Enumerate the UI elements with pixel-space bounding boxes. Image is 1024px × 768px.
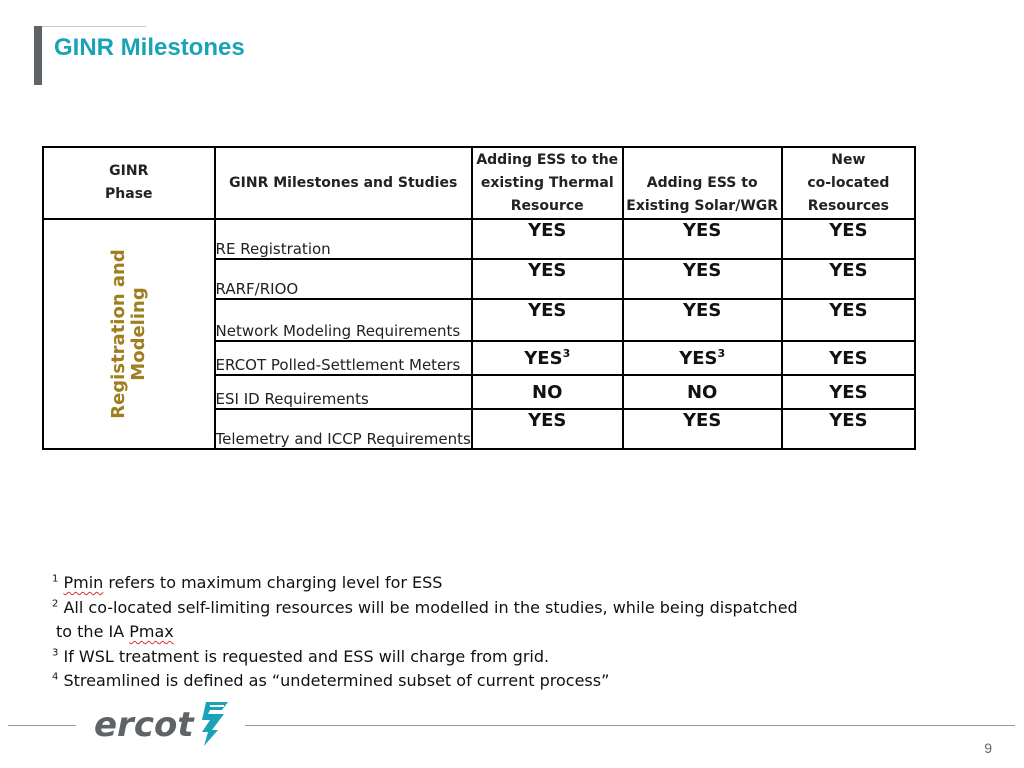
study-name: Telemetry and ICCP Requirements [215,409,472,449]
value-cell: YES [623,409,782,449]
phase-label-line1: Registration and [107,249,129,419]
value-cell [472,341,623,375]
page-number: 9 [984,740,992,756]
footnote-text: to the IA [56,622,130,641]
footnote-number: 2 [52,598,59,610]
header-col2-line2: Existing Solar/WGR [626,198,779,214]
value-text: YES [679,348,718,369]
header-col3 [782,147,915,219]
footnote-3 [52,645,798,670]
footnotes [52,571,798,694]
value-cell: YES [782,259,915,299]
header-phase-line1: GINR [109,163,149,179]
footnote-number: 4 [52,671,59,683]
footnote-number: 1 [52,573,59,585]
footnote-2-continued [52,620,798,645]
footnote-number: 3 [52,647,59,659]
value-text: YES [524,348,563,369]
phase-label-line2: Modeling [127,287,149,381]
phase-label [109,249,149,419]
header-col2 [623,147,782,219]
value-cell: YES [782,409,915,449]
title-rule [34,26,146,27]
footnote-1 [52,571,798,596]
footnote-4 [52,669,798,694]
value-cell: YES [472,259,623,299]
header-col3-line2: co-located [807,174,890,191]
header-phase-line2: Phase [105,186,153,202]
value-cell: YES [472,299,623,341]
header-studies: GINR Milestones and Studies [215,147,472,219]
value-cell: YES [623,259,782,299]
table-row [43,219,915,259]
header-col3-line3: Resources [807,197,889,214]
slide-title: GINR Milestones [54,34,245,61]
footnote-term: Pmin [63,573,104,592]
footer-rule-right [245,725,1015,726]
value-cell: NO [623,375,782,409]
value-cell: YES [782,299,915,341]
footnote-ref: 3 [562,347,571,360]
milestones-table [42,146,916,450]
lightning-bolt-icon [198,700,232,751]
footnote-term: Pmax [129,622,174,641]
value-cell: YES [782,341,915,375]
title-accent-bar [34,26,42,85]
header-phase [43,147,215,219]
value-cell: YES [782,375,915,409]
value-cell: YES [623,219,782,259]
header-col3-line1: New [831,151,866,168]
value-cell: NO [472,375,623,409]
footnote-text: All co-located self-limiting resources will be modelled in the studies, while being dispatched [63,597,798,617]
header-col1-line1: Adding ESS to the [476,151,619,168]
table-header-row [43,147,915,219]
ercot-logo [94,700,232,750]
study-name: RE Registration [215,219,472,259]
footnote-2 [52,596,798,621]
study-name: ESI ID Requirements [215,375,472,409]
value-cell: YES [472,219,623,259]
value-cell [623,341,782,375]
header-col1-line3: Resource [510,197,584,214]
value-cell: YES [782,219,915,259]
header-col1-line2: existing Thermal [480,174,614,191]
footnote-ref: 3 [717,347,726,360]
logo-wordmark: ercot [94,705,194,745]
value-cell: YES [623,299,782,341]
study-name: Network Modeling Requirements [215,299,472,341]
phase-cell [43,219,215,449]
footnote-text: refers to maximum charging level for ESS [103,573,443,592]
footer-rule-left [8,725,76,726]
value-cell: YES [472,409,623,449]
footnote-text: Streamlined is defined as “undetermined subset of current process” [63,671,610,690]
footnote-text: If WSL treatment is requested and ESS will charge from grid. [63,646,550,666]
header-col1 [472,147,623,219]
study-name: ERCOT Polled-Settlement Meters [215,341,472,375]
study-name: RARF/RIOO [215,259,472,299]
header-col2-line1: Adding ESS to [646,175,758,191]
